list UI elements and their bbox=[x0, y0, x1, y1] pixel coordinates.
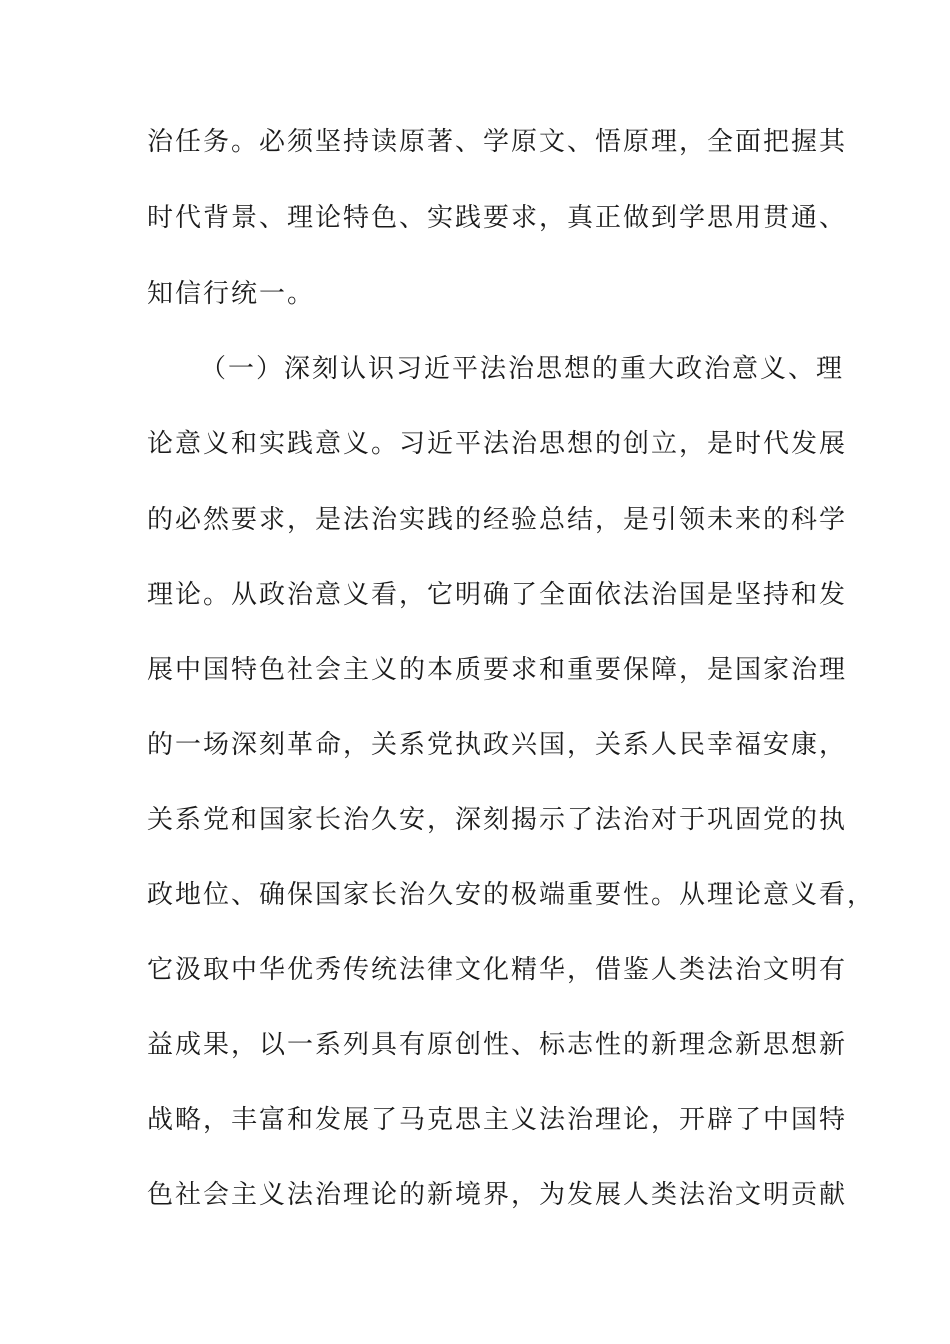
section-heading-line: （一）深刻认识习近平法治思想的重大政治意义、理 bbox=[200, 354, 845, 384]
text-line: 理论。从政治意义看，它明确了全面依法治国是坚持和发 bbox=[147, 580, 848, 610]
text-line: 知信行统一。 bbox=[147, 279, 316, 309]
text-line: 益成果，以一系列具有原创性、标志性的新理念新思想新 bbox=[147, 1030, 848, 1060]
text-line: 时代背景、理论特色、实践要求，真正做到学思用贯通、 bbox=[147, 203, 848, 233]
text-line: 关系党和国家长治久安，深刻揭示了法治对于巩固党的执 bbox=[147, 805, 848, 835]
text-line: 政地位、确保国家长治久安的极端重要性。从理论意义看， bbox=[147, 880, 876, 910]
text-line: 色社会主义法治理论的新境界，为发展人类法治文明贡献 bbox=[147, 1180, 848, 1210]
text-line: 展中国特色社会主义的本质要求和重要保障，是国家治理 bbox=[147, 655, 848, 685]
text-line: 治任务。必须坚持读原著、学原文、悟原理，全面把握其 bbox=[147, 127, 848, 157]
text-line: 战略，丰富和发展了马克思主义法治理论，开辟了中国特 bbox=[147, 1105, 848, 1135]
text-line: 它汲取中华优秀传统法律文化精华，借鉴人类法治文明有 bbox=[147, 955, 848, 985]
text-line: 的必然要求，是法治实践的经验总结，是引领未来的科学 bbox=[147, 505, 848, 535]
text-line: 的一场深刻革命，关系党执政兴国，关系人民幸福安康， bbox=[147, 730, 848, 760]
text-line: 论意义和实践意义。习近平法治思想的创立，是时代发展 bbox=[147, 429, 848, 459]
